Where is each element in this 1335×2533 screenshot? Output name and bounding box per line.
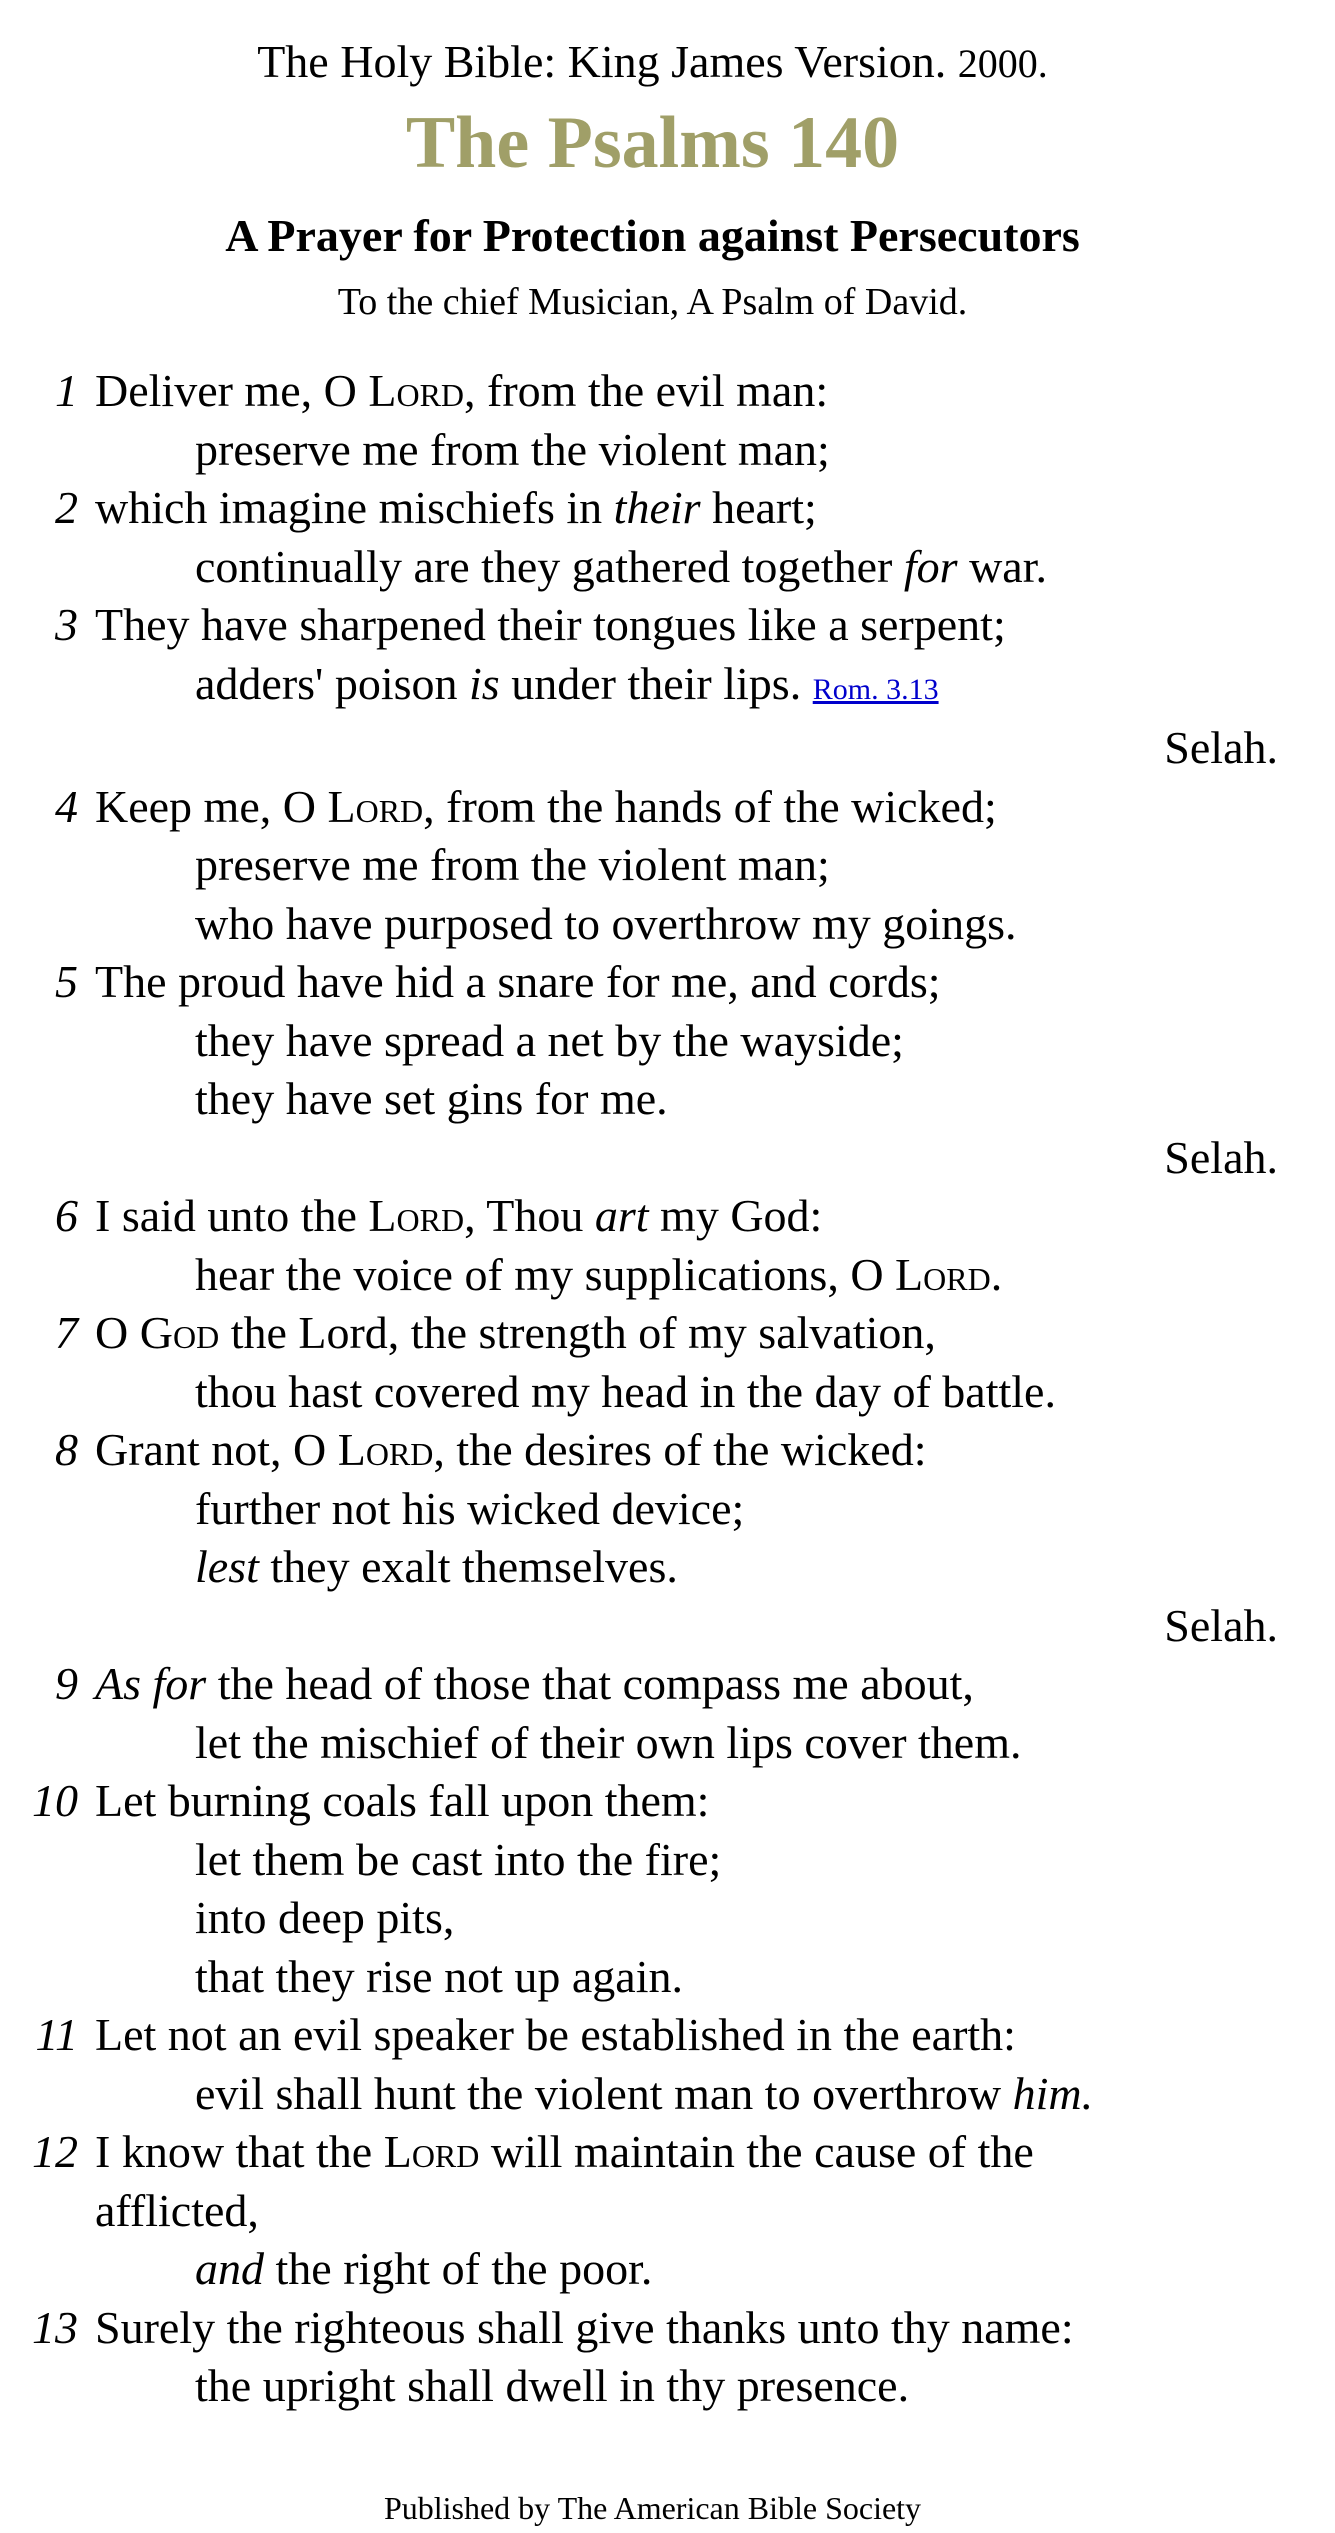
verse-13: [0, 2299, 1295, 2416]
verse-line: Deliver me, O Lord, from the evil man:: [95, 365, 829, 416]
section-heading: A Prayer for Protection against Persecutors: [225, 210, 1080, 261]
verse-line: I said unto the Lord, Thou art my God:: [95, 1190, 823, 1241]
source-year: 2000.: [957, 41, 1048, 86]
verse-number: 10: [32, 1775, 78, 1826]
verse-10: [0, 1772, 1295, 2006]
verse-number: 13: [32, 2301, 78, 2353]
verse-line: thou hast covered my head in the day of battle.: [195, 1365, 1056, 1417]
verse-line: they have spread a net by the wayside;: [195, 1014, 904, 1066]
cross-reference-link[interactable]: Rom. 3.13: [812, 672, 939, 706]
verse-line: they have set gins for me.: [195, 1073, 668, 1124]
verse-line: who have purposed to overthrow my goings.: [195, 897, 1017, 949]
verse-number: 1: [55, 365, 78, 416]
verse-line: further not his wicked device;: [195, 1482, 745, 1534]
verse-line: They have sharpened their tongues like a serpent;: [95, 599, 1006, 650]
divine-name: Lord: [327, 780, 424, 832]
verse-line: afflicted,: [95, 2184, 259, 2236]
divine-name: Lord: [368, 365, 465, 416]
verse-2: [0, 479, 1295, 596]
verse-number: 8: [55, 1424, 78, 1475]
divine-name: Lord: [895, 1248, 991, 1300]
verse-line: adders' poison is under their lips. Rom. 3.13: [195, 657, 939, 709]
verse-3: [0, 596, 1295, 719]
verse-8: [0, 1421, 1295, 1597]
italic-word: is: [469, 657, 500, 709]
verse-line: I know that the Lord will maintain the cause of the: [95, 2126, 1034, 2177]
verse-line: let the mischief of their own lips cover them.: [195, 1716, 1022, 1768]
verse-number: 11: [35, 2009, 78, 2060]
source-line: [0, 34, 1305, 92]
verse-line: preserve me from the violent man;: [195, 839, 830, 890]
italic-word: for: [903, 540, 958, 592]
verse-line: that they rise not up again.: [195, 1950, 683, 2002]
verse-line: The proud have hid a snare for me, and cords;: [95, 956, 941, 1007]
verse-number: 12: [32, 2126, 78, 2177]
italic-word: their: [613, 482, 701, 533]
verse-12: [0, 2123, 1295, 2299]
verse-line: Keep me, O Lord, from the hands of the wicked;: [95, 780, 997, 832]
italic-word: As for: [95, 1658, 207, 1709]
verse-number: 9: [55, 1658, 78, 1709]
verse-line: lest they exalt themselves.: [195, 1541, 678, 1592]
superscription: To the chief Musician, A Psalm of David.: [337, 281, 968, 323]
verse-line: into deep pits,: [195, 1892, 455, 1943]
verse-9: [0, 1655, 1295, 1772]
book-title: The Psalms 140: [405, 102, 900, 184]
verse-1: [0, 362, 1295, 479]
verse-line: evil shall hunt the violent man to overthrow him.: [195, 2067, 1094, 2119]
verse-line: Let not an evil speaker be established in the earth:: [95, 2009, 1016, 2060]
italic-word: him.: [1012, 2067, 1094, 2119]
verse-6: [0, 1187, 1295, 1304]
divine-name: Lord: [368, 1190, 465, 1241]
selah-marker: Selah.: [1164, 1599, 1278, 1651]
divine-name: Lord: [337, 1424, 434, 1475]
verse-line: the upright shall dwell in thy presence.: [195, 2360, 910, 2411]
verse-line: As for the head of those that compass me about,: [95, 1658, 974, 1709]
selah-marker: Selah.: [1164, 722, 1278, 773]
verse-line: continually are they gathered together for war.: [195, 540, 1047, 592]
publisher-footer: Published by The American Bible Society: [383, 2490, 922, 2526]
verse-11: [0, 2006, 1295, 2123]
divine-name: Lord: [383, 2126, 480, 2177]
verse-line: O God the Lord, the strength of my salvation,: [95, 1307, 936, 1358]
verse-number: 6: [55, 1190, 78, 1241]
italic-word: and: [195, 2243, 264, 2294]
verse-line: let them be cast into the fire;: [195, 1833, 722, 1885]
verse-number: 5: [55, 956, 78, 1007]
verse-line: hear the voice of my supplications, O Lord.: [195, 1248, 1003, 1300]
verse-line: Let burning coals fall upon them:: [95, 1775, 710, 1826]
verse-line: which imagine mischiefs in their heart;: [95, 482, 817, 533]
verse-line: preserve me from the violent man;: [195, 423, 830, 475]
verse-number: 7: [55, 1307, 78, 1358]
source-title: The Holy Bible: King James Version.: [257, 36, 947, 87]
verse-number: 2: [55, 482, 78, 533]
verse-7: [0, 1304, 1295, 1421]
verse-line: Surely the righteous shall give thanks unto thy name:: [95, 2301, 1074, 2353]
selah-marker: Selah.: [1164, 1131, 1278, 1183]
verse-4: [0, 778, 1295, 954]
divine-name: God: [139, 1307, 220, 1358]
verse-number: 3: [55, 599, 78, 650]
verse-line: and the right of the poor.: [195, 2243, 653, 2294]
verse-line: Grant not, O Lord, the desires of the wicked:: [95, 1424, 927, 1475]
verse-list: [0, 362, 1335, 2416]
verse-5: [0, 953, 1295, 1129]
italic-word: lest: [195, 1541, 259, 1592]
verse-number: 4: [55, 780, 78, 832]
italic-word: art: [594, 1190, 649, 1241]
